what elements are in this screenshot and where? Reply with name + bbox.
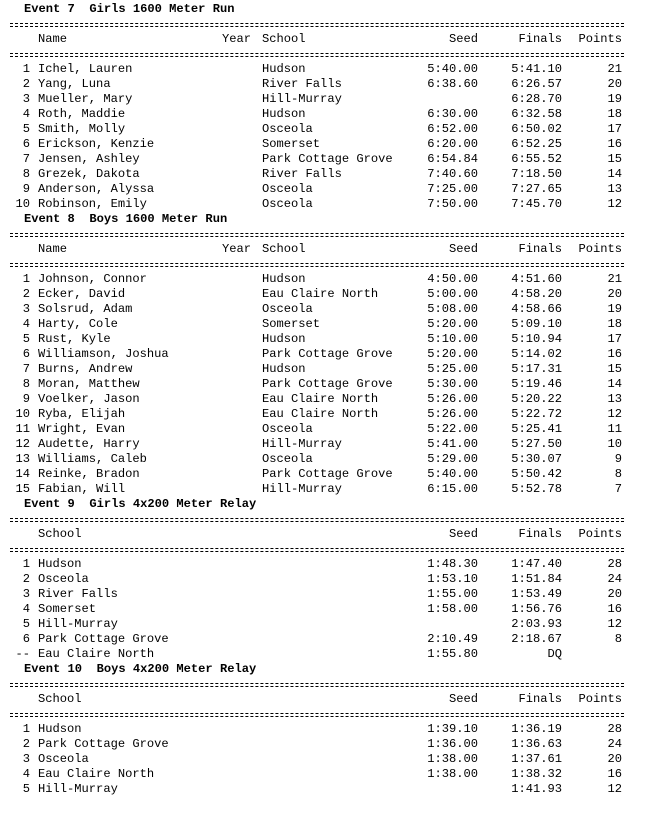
athlete-name: Erickson, Kenzie bbox=[38, 137, 155, 151]
points: 19 bbox=[607, 92, 622, 106]
points: 17 bbox=[607, 122, 622, 136]
final-time: 1:37.61 bbox=[511, 752, 562, 766]
school: Hudson bbox=[262, 362, 306, 376]
final-time: 5:30.07 bbox=[511, 452, 562, 466]
points: 16 bbox=[607, 767, 622, 781]
seed-time: 6:54.84 bbox=[427, 152, 478, 166]
school: Park Cottage Grove bbox=[262, 467, 393, 481]
school: Eau Claire North bbox=[38, 767, 155, 781]
school: Park Cottage Grove bbox=[38, 632, 169, 646]
result-row bbox=[10, 587, 647, 602]
result-row bbox=[10, 647, 647, 662]
result-row bbox=[10, 467, 647, 482]
seed-time: 1:38.00 bbox=[427, 752, 478, 766]
points: 24 bbox=[607, 737, 622, 751]
header-finals: Finals bbox=[518, 32, 562, 46]
seed-time: 5:20.00 bbox=[427, 317, 478, 331]
points: 21 bbox=[607, 62, 622, 76]
result-row bbox=[10, 287, 647, 302]
athlete-name: Smith, Molly bbox=[38, 122, 126, 136]
points: 16 bbox=[607, 137, 622, 151]
result-row bbox=[10, 347, 647, 362]
result-row bbox=[10, 302, 647, 317]
points: 12 bbox=[607, 782, 622, 796]
event-section bbox=[10, 212, 647, 497]
result-row bbox=[10, 632, 647, 647]
points: 12 bbox=[607, 197, 622, 211]
athlete-name: Yang, Luna bbox=[38, 77, 111, 91]
athlete-name: Fabian, Will bbox=[38, 482, 126, 496]
place: 1 bbox=[22, 557, 30, 571]
athlete-name: Voelker, Jason bbox=[38, 392, 140, 406]
seed-time: 7:50.00 bbox=[427, 197, 478, 211]
header-points: Points bbox=[578, 32, 622, 46]
final-time: 1:36.19 bbox=[511, 722, 562, 736]
place: 3 bbox=[22, 92, 30, 106]
place: 8 bbox=[22, 377, 30, 391]
athlete-name: Jensen, Ashley bbox=[38, 152, 140, 166]
athlete-name: Anderson, Alyssa bbox=[38, 182, 155, 196]
points: 13 bbox=[607, 182, 622, 196]
points: 14 bbox=[607, 167, 622, 181]
seed-time: 1:55.80 bbox=[427, 647, 478, 661]
school: Eau Claire North bbox=[38, 647, 155, 661]
points: 28 bbox=[607, 722, 622, 736]
athlete-name: Reinke, Bradon bbox=[38, 467, 140, 481]
seed-time: 1:53.10 bbox=[427, 572, 478, 586]
place: 5 bbox=[22, 782, 30, 796]
place: 8 bbox=[22, 167, 30, 181]
final-time: 5:50.42 bbox=[511, 467, 562, 481]
place: 5 bbox=[22, 332, 30, 346]
points: 20 bbox=[607, 752, 622, 766]
result-row bbox=[10, 122, 647, 137]
result-row bbox=[10, 752, 647, 767]
double-rule bbox=[10, 707, 647, 722]
place: 9 bbox=[22, 392, 30, 406]
athlete-name: Harty, Cole bbox=[38, 317, 118, 331]
double-rule bbox=[10, 512, 647, 527]
result-row bbox=[10, 272, 647, 287]
points: 19 bbox=[607, 302, 622, 316]
double-rule bbox=[10, 257, 647, 272]
final-time: 7:18.50 bbox=[511, 167, 562, 181]
school: Hudson bbox=[38, 722, 82, 736]
seed-time: 7:40.60 bbox=[427, 167, 478, 181]
result-row bbox=[10, 737, 647, 752]
place: 7 bbox=[22, 362, 30, 376]
school: Park Cottage Grove bbox=[262, 152, 393, 166]
points: 16 bbox=[607, 347, 622, 361]
place: 6 bbox=[22, 347, 30, 361]
result-row bbox=[10, 362, 647, 377]
school: River Falls bbox=[38, 587, 118, 601]
final-time: 1:51.84 bbox=[511, 572, 562, 586]
header-school: School bbox=[262, 242, 306, 256]
school: Hudson bbox=[262, 107, 306, 121]
place: 1 bbox=[22, 272, 30, 286]
school: Hill-Murray bbox=[262, 482, 342, 496]
school: Hudson bbox=[38, 557, 82, 571]
seed-time: 1:48.30 bbox=[427, 557, 478, 571]
seed-time: 5:22.00 bbox=[427, 422, 478, 436]
final-time: 6:28.70 bbox=[511, 92, 562, 106]
points: 20 bbox=[607, 77, 622, 91]
school: River Falls bbox=[262, 77, 342, 91]
school: Osceola bbox=[262, 452, 313, 466]
place: 6 bbox=[22, 137, 30, 151]
school: Osceola bbox=[262, 197, 313, 211]
points: 12 bbox=[607, 617, 622, 631]
final-time: 5:25.41 bbox=[511, 422, 562, 436]
final-time: 5:19.46 bbox=[511, 377, 562, 391]
result-row bbox=[10, 152, 647, 167]
column-header-row bbox=[10, 32, 647, 47]
column-header-row bbox=[10, 527, 647, 542]
athlete-name: Audette, Harry bbox=[38, 437, 140, 451]
place: 6 bbox=[22, 632, 30, 646]
result-row bbox=[10, 137, 647, 152]
points: 18 bbox=[607, 107, 622, 121]
school: Hill-Murray bbox=[38, 617, 118, 631]
result-row bbox=[10, 557, 647, 572]
school: Park Cottage Grove bbox=[262, 347, 393, 361]
header-seed: Seed bbox=[448, 527, 478, 541]
seed-time: 4:50.00 bbox=[427, 272, 478, 286]
final-time: 6:26.57 bbox=[511, 77, 562, 91]
athlete-name: Mueller, Mary bbox=[38, 92, 133, 106]
final-time: 4:58.20 bbox=[511, 287, 562, 301]
result-row bbox=[10, 317, 647, 332]
seed-time: 1:39.10 bbox=[427, 722, 478, 736]
final-time: 4:58.66 bbox=[511, 302, 562, 316]
seed-time: 5:29.00 bbox=[427, 452, 478, 466]
points: 9 bbox=[614, 452, 622, 466]
result-row bbox=[10, 722, 647, 737]
event-title: Event 9 Girls 4x200 Meter Relay bbox=[24, 497, 257, 511]
final-time: 1:53.49 bbox=[511, 587, 562, 601]
place: 4 bbox=[22, 107, 30, 121]
place: 3 bbox=[22, 587, 30, 601]
seed-time: 5:41.00 bbox=[427, 437, 478, 451]
points: 20 bbox=[607, 587, 622, 601]
points: 12 bbox=[607, 407, 622, 421]
seed-time: 5:30.00 bbox=[427, 377, 478, 391]
seed-time: 1:55.00 bbox=[427, 587, 478, 601]
points: 20 bbox=[607, 287, 622, 301]
place: 13 bbox=[15, 452, 30, 466]
seed-time: 6:52.00 bbox=[427, 122, 478, 136]
place: 10 bbox=[15, 407, 30, 421]
final-time: 5:27.50 bbox=[511, 437, 562, 451]
result-row bbox=[10, 77, 647, 92]
points: 11 bbox=[607, 422, 622, 436]
result-row bbox=[10, 167, 647, 182]
result-row bbox=[10, 482, 647, 497]
place: 9 bbox=[22, 182, 30, 196]
result-row bbox=[10, 377, 647, 392]
place: 1 bbox=[22, 722, 30, 736]
seed-time: 2:10.49 bbox=[427, 632, 478, 646]
seed-time: 5:10.00 bbox=[427, 332, 478, 346]
final-time: 6:55.52 bbox=[511, 152, 562, 166]
result-row bbox=[10, 392, 647, 407]
place: 3 bbox=[22, 302, 30, 316]
points: 24 bbox=[607, 572, 622, 586]
final-time: 7:45.70 bbox=[511, 197, 562, 211]
result-row bbox=[10, 92, 647, 107]
school: Somerset bbox=[262, 317, 321, 331]
seed-time: 1:36.00 bbox=[427, 737, 478, 751]
result-row bbox=[10, 62, 647, 77]
event-title: Event 7 Girls 1600 Meter Run bbox=[24, 2, 235, 16]
double-rule bbox=[10, 227, 647, 242]
final-time: 6:52.25 bbox=[511, 137, 562, 151]
seed-time: 6:15.00 bbox=[427, 482, 478, 496]
place: 2 bbox=[22, 77, 30, 91]
points: 10 bbox=[607, 437, 622, 451]
final-time: 2:18.67 bbox=[511, 632, 562, 646]
header-points: Points bbox=[578, 242, 622, 256]
place: 12 bbox=[15, 437, 30, 451]
points: 8 bbox=[614, 467, 622, 481]
final-time: 6:32.58 bbox=[511, 107, 562, 121]
seed-time: 5:26.00 bbox=[427, 407, 478, 421]
athlete-name: Grezek, Dakota bbox=[38, 167, 140, 181]
athlete-name: Robinson, Emily bbox=[38, 197, 147, 211]
points: 15 bbox=[607, 362, 622, 376]
points: 16 bbox=[607, 602, 622, 616]
school: Eau Claire North bbox=[262, 287, 379, 301]
athlete-name: Burns, Andrew bbox=[38, 362, 133, 376]
points: 18 bbox=[607, 317, 622, 331]
header-seed: Seed bbox=[448, 692, 478, 706]
header-name: Name bbox=[38, 32, 68, 46]
school: Hudson bbox=[262, 332, 306, 346]
final-time: 2:03.93 bbox=[511, 617, 562, 631]
school: Somerset bbox=[38, 602, 97, 616]
result-row bbox=[10, 182, 647, 197]
athlete-name: Johnson, Connor bbox=[38, 272, 147, 286]
place: 4 bbox=[22, 767, 30, 781]
school: Osceola bbox=[262, 122, 313, 136]
column-header-row bbox=[10, 242, 647, 257]
double-rule bbox=[10, 542, 647, 557]
seed-time: 6:38.60 bbox=[427, 77, 478, 91]
athlete-name: Solsrud, Adam bbox=[38, 302, 133, 316]
school: Park Cottage Grove bbox=[262, 377, 393, 391]
school: Hill-Murray bbox=[38, 782, 118, 796]
final-time: 5:52.78 bbox=[511, 482, 562, 496]
place: 2 bbox=[22, 287, 30, 301]
school: Hudson bbox=[262, 272, 306, 286]
seed-time: 5:40.00 bbox=[427, 467, 478, 481]
school: Osceola bbox=[38, 752, 89, 766]
final-time: 5:22.72 bbox=[511, 407, 562, 421]
athlete-name: Wright, Evan bbox=[38, 422, 126, 436]
school: Somerset bbox=[262, 137, 321, 151]
place: 11 bbox=[15, 422, 30, 436]
athlete-name: Roth, Maddie bbox=[38, 107, 126, 121]
result-row bbox=[10, 407, 647, 422]
place: 5 bbox=[22, 617, 30, 631]
place: 10 bbox=[15, 197, 30, 211]
result-row bbox=[10, 332, 647, 347]
final-time: 6:50.02 bbox=[511, 122, 562, 136]
final-time: 1:36.63 bbox=[511, 737, 562, 751]
result-row bbox=[10, 767, 647, 782]
place: 2 bbox=[22, 572, 30, 586]
athlete-name: Ryba, Elijah bbox=[38, 407, 126, 421]
points: 13 bbox=[607, 392, 622, 406]
school: Osceola bbox=[262, 182, 313, 196]
final-time: 5:10.94 bbox=[511, 332, 562, 346]
final-time: 1:56.76 bbox=[511, 602, 562, 616]
place: 5 bbox=[22, 122, 30, 136]
school: Park Cottage Grove bbox=[38, 737, 169, 751]
points: 21 bbox=[607, 272, 622, 286]
final-time: 1:38.32 bbox=[511, 767, 562, 781]
school: Hudson bbox=[262, 62, 306, 76]
result-row bbox=[10, 572, 647, 587]
school: Hill-Murray bbox=[262, 437, 342, 451]
place: -- bbox=[15, 647, 30, 661]
school: Osceola bbox=[262, 422, 313, 436]
double-rule bbox=[10, 47, 647, 62]
seed-time: 5:40.00 bbox=[427, 62, 478, 76]
event-title: Event 10 Boys 4x200 Meter Relay bbox=[24, 662, 257, 676]
result-row bbox=[10, 452, 647, 467]
place: 4 bbox=[22, 317, 30, 331]
place: 7 bbox=[22, 152, 30, 166]
final-time: 4:51.60 bbox=[511, 272, 562, 286]
final-time: 1:41.93 bbox=[511, 782, 562, 796]
seed-time: 1:58.00 bbox=[427, 602, 478, 616]
place: 2 bbox=[22, 737, 30, 751]
final-time: DQ bbox=[547, 647, 562, 661]
final-time: 5:20.22 bbox=[511, 392, 562, 406]
athlete-name: Rust, Kyle bbox=[38, 332, 111, 346]
header-year: Year bbox=[222, 242, 252, 256]
athlete-name: Williamson, Joshua bbox=[38, 347, 169, 361]
header-school: School bbox=[38, 527, 82, 541]
event-title: Event 8 Boys 1600 Meter Run bbox=[24, 212, 228, 226]
place: 3 bbox=[22, 752, 30, 766]
event-section bbox=[10, 662, 647, 797]
seed-time: 5:00.00 bbox=[427, 287, 478, 301]
header-school: School bbox=[38, 692, 82, 706]
header-seed: Seed bbox=[448, 32, 478, 46]
final-time: 5:41.10 bbox=[511, 62, 562, 76]
school: Eau Claire North bbox=[262, 392, 379, 406]
header-name: Name bbox=[38, 242, 68, 256]
school: Eau Claire North bbox=[262, 407, 379, 421]
header-points: Points bbox=[578, 692, 622, 706]
athlete-name: Ecker, David bbox=[38, 287, 126, 301]
seed-time: 5:20.00 bbox=[427, 347, 478, 361]
final-time: 5:09.10 bbox=[511, 317, 562, 331]
athlete-name: Moran, Matthew bbox=[38, 377, 140, 391]
header-year: Year bbox=[222, 32, 252, 46]
seed-time: 5:26.00 bbox=[427, 392, 478, 406]
place: 1 bbox=[22, 62, 30, 76]
place: 15 bbox=[15, 482, 30, 496]
final-time: 7:27.65 bbox=[511, 182, 562, 196]
header-seed: Seed bbox=[448, 242, 478, 256]
points: 28 bbox=[607, 557, 622, 571]
seed-time: 6:20.00 bbox=[427, 137, 478, 151]
points: 17 bbox=[607, 332, 622, 346]
event-section bbox=[10, 2, 647, 212]
school: Osceola bbox=[38, 572, 89, 586]
points: 15 bbox=[607, 152, 622, 166]
final-time: 1:47.40 bbox=[511, 557, 562, 571]
result-row bbox=[10, 617, 647, 632]
points: 14 bbox=[607, 377, 622, 391]
header-finals: Finals bbox=[518, 527, 562, 541]
school: Osceola bbox=[262, 302, 313, 316]
points: 8 bbox=[614, 632, 622, 646]
header-finals: Finals bbox=[518, 692, 562, 706]
seed-time: 6:30.00 bbox=[427, 107, 478, 121]
school: Hill-Murray bbox=[262, 92, 342, 106]
double-rule bbox=[10, 677, 647, 692]
school: River Falls bbox=[262, 167, 342, 181]
athlete-name: Ichel, Lauren bbox=[38, 62, 133, 76]
column-header-row bbox=[10, 692, 647, 707]
seed-time: 5:25.00 bbox=[427, 362, 478, 376]
header-school: School bbox=[262, 32, 306, 46]
event-section bbox=[10, 497, 647, 662]
place: 4 bbox=[22, 602, 30, 616]
result-row bbox=[10, 107, 647, 122]
athlete-name: Williams, Caleb bbox=[38, 452, 147, 466]
double-rule bbox=[10, 17, 647, 32]
points: 7 bbox=[614, 482, 622, 496]
result-row bbox=[10, 602, 647, 617]
result-row bbox=[10, 422, 647, 437]
result-row bbox=[10, 197, 647, 212]
result-row bbox=[10, 782, 647, 797]
place: 14 bbox=[15, 467, 30, 481]
header-points: Points bbox=[578, 527, 622, 541]
result-row bbox=[10, 437, 647, 452]
final-time: 5:17.31 bbox=[511, 362, 562, 376]
seed-time: 5:08.00 bbox=[427, 302, 478, 316]
seed-time: 7:25.00 bbox=[427, 182, 478, 196]
seed-time: 1:38.00 bbox=[427, 767, 478, 781]
final-time: 5:14.02 bbox=[511, 347, 562, 361]
header-finals: Finals bbox=[518, 242, 562, 256]
